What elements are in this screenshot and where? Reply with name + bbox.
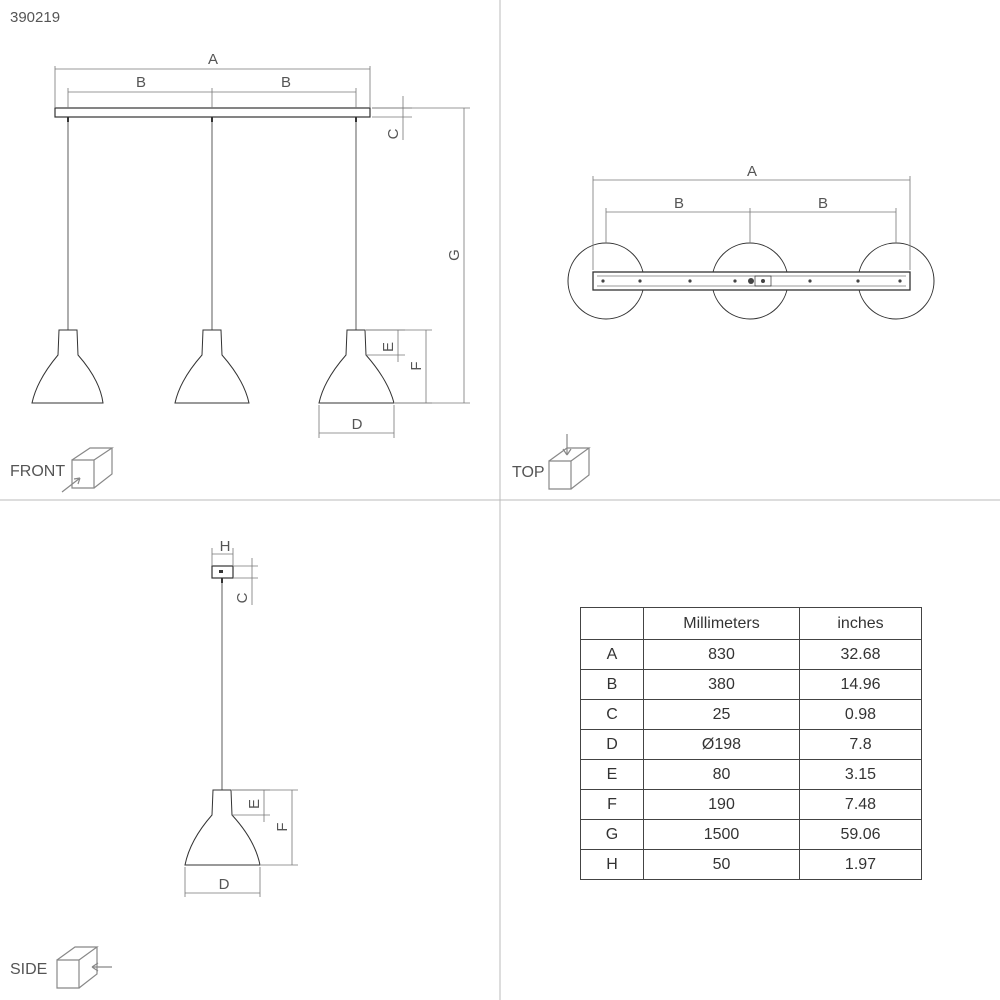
dim-label-g: G (446, 249, 463, 261)
table-row (581, 760, 922, 790)
row-in: 0.98 (800, 700, 922, 730)
product-code: 390219 (10, 9, 61, 26)
front-view (10, 51, 470, 492)
top-cube-icon (549, 434, 589, 489)
table-row (581, 790, 922, 820)
side-dim-label-f: F (274, 822, 291, 832)
table-header-row (581, 608, 922, 640)
side-dim-label-e: E (246, 798, 263, 810)
row-mm: 50 (644, 850, 800, 880)
dim-label-a: A (207, 51, 219, 68)
top-view (512, 163, 934, 489)
front-cube-icon (62, 448, 112, 492)
header-millimeters: Millimeters (644, 608, 800, 640)
row-key: C (581, 700, 644, 730)
table-row (581, 730, 922, 760)
row-mm: 380 (644, 670, 800, 700)
header-blank (581, 608, 644, 640)
front-view-label: FRONT (10, 463, 66, 480)
row-in: 32.68 (800, 640, 922, 670)
row-key: G (581, 820, 644, 850)
top-dim-label-b-right: B (817, 195, 829, 212)
row-mm: 830 (644, 640, 800, 670)
dim-label-c: C (385, 128, 402, 140)
dim-label-e: E (380, 341, 397, 353)
side-dim-label-c: C (234, 592, 251, 604)
row-key: E (581, 760, 644, 790)
row-in: 1.97 (800, 850, 922, 880)
row-key: F (581, 790, 644, 820)
side-view (10, 538, 298, 988)
row-in: 14.96 (800, 670, 922, 700)
top-dim-label-a: A (746, 163, 758, 180)
table-row (581, 700, 922, 730)
shade-center (175, 330, 249, 403)
row-key: D (581, 730, 644, 760)
row-mm: 80 (644, 760, 800, 790)
dimensions-table (580, 607, 922, 880)
side-cube-icon (57, 947, 112, 988)
top-view-label: TOP (512, 464, 545, 481)
table-row (581, 820, 922, 850)
row-in: 59.06 (800, 820, 922, 850)
row-key: B (581, 670, 644, 700)
row-mm: 25 (644, 700, 800, 730)
header-inches: inches (800, 608, 922, 640)
side-view-label: SIDE (10, 961, 48, 978)
shade-right (319, 330, 394, 403)
table-row (581, 670, 922, 700)
side-dim-label-d: D (218, 876, 230, 893)
dim-label-d: D (351, 416, 363, 433)
row-in: 7.8 (800, 730, 922, 760)
row-key: A (581, 640, 644, 670)
row-key: H (581, 850, 644, 880)
row-in: 7.48 (800, 790, 922, 820)
row-in: 3.15 (800, 760, 922, 790)
dim-label-b-left: B (135, 74, 147, 91)
dim-label-b-right: B (280, 74, 292, 91)
table-row (581, 850, 922, 880)
canopy-bar (55, 108, 370, 117)
top-dim-label-b-left: B (673, 195, 685, 212)
row-mm: 190 (644, 790, 800, 820)
side-dim-label-h: H (219, 538, 231, 555)
table-row (581, 640, 922, 670)
shade-left (32, 330, 103, 403)
dim-label-f: F (408, 361, 425, 371)
row-mm: 1500 (644, 820, 800, 850)
row-mm: Ø198 (644, 730, 800, 760)
